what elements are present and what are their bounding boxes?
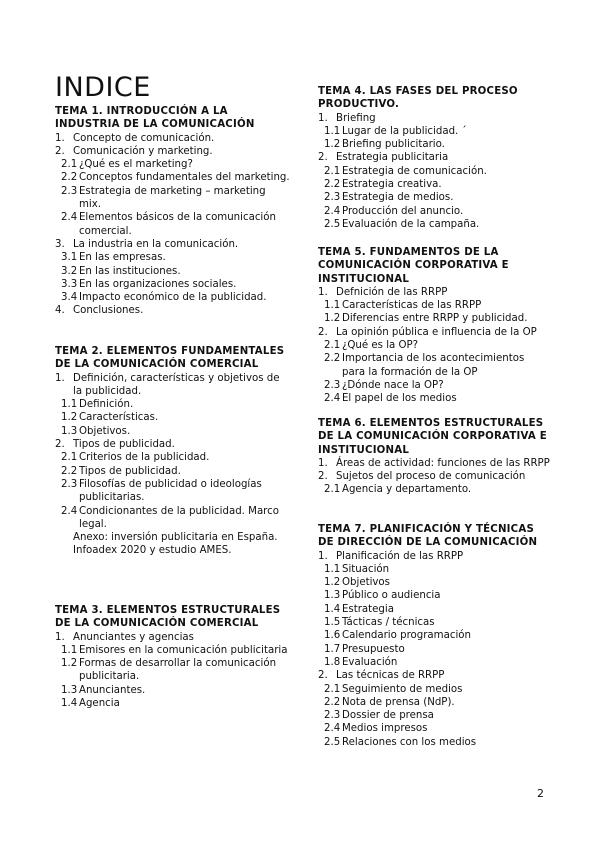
toc-item-text: Defnición de las RRPP	[336, 286, 448, 298]
toc-item-text: Agencia y departamento.	[342, 484, 472, 496]
toc-item	[318, 191, 550, 204]
toc-item	[318, 178, 550, 191]
toc-item	[55, 278, 290, 291]
section-heading: TEMA 3. ELEMENTOS ESTRUCTURALES DE LA COMUNICACIÓN COMERCIAL	[55, 605, 281, 630]
toc-item-number: 1.	[55, 132, 65, 144]
toc-item-number: 4.	[55, 305, 65, 317]
toc-section	[55, 105, 290, 318]
toc-item-number: 2.	[318, 152, 328, 164]
toc-item-text: Situación	[342, 563, 390, 575]
toc-item	[55, 644, 290, 657]
toc-item-text: Evaluación de la campaña.	[342, 218, 480, 230]
toc-item-number: 2.1	[324, 683, 341, 695]
toc-item	[55, 505, 290, 532]
toc-item-text: Características de las RRPP	[342, 300, 482, 312]
toc-item-number: 2.1	[61, 452, 78, 464]
toc-item-text: El papel de los medios	[342, 393, 457, 405]
toc-item	[318, 392, 550, 405]
toc-section	[318, 85, 550, 231]
toc-item-number: 1.3	[61, 684, 78, 696]
toc-item-text: Criterios de la publicidad.	[79, 452, 210, 464]
toc-item	[55, 631, 290, 644]
section-heading: TEMA 1. INTRODUCCIÓN A LA INDUSTRIA DE LA COMUNICACIÓN	[55, 106, 255, 131]
toc-item-text: Las técnicas de RRPP	[336, 670, 445, 682]
toc-item-text: Seguimiento de medios	[342, 683, 463, 695]
toc-item-text: Estrategia de comunicación.	[342, 165, 487, 177]
toc-item-number: 1.2	[324, 577, 341, 589]
toc-item-number: 1.4	[324, 603, 341, 615]
toc-item-number: 2.1	[61, 159, 78, 171]
toc-item	[318, 550, 550, 563]
toc-item-number: 2.2	[324, 179, 341, 191]
toc-item-number: 2.1	[324, 340, 341, 352]
toc-item-text: Evaluación	[342, 656, 398, 668]
toc-item	[318, 696, 550, 709]
toc-item-number: 2.2	[61, 465, 78, 477]
toc-item-text: Objetivos.	[79, 425, 131, 437]
toc-item-number: 1.5	[324, 617, 341, 629]
toc-item-number: 3.2	[61, 265, 78, 277]
toc-item-number: 1.4	[61, 698, 78, 710]
toc-item-text: Condicionantes de la publicidad. Marco legal.	[79, 505, 279, 530]
toc-item-number: 3.	[55, 238, 65, 250]
toc-item	[55, 132, 290, 145]
toc-item	[55, 372, 290, 399]
toc-item	[318, 722, 550, 735]
toc-item	[55, 438, 290, 451]
toc-item	[318, 457, 550, 470]
toc-item-number: 1.6	[324, 630, 341, 642]
toc-item-text: Diferencias entre RRPP y publicidad.	[342, 313, 528, 325]
toc-item-number: 1.3	[324, 590, 341, 602]
toc-item	[318, 299, 550, 312]
toc-item-text: Relaciones con los medios	[342, 736, 477, 748]
toc-item-text: Presupuesto	[342, 643, 405, 655]
toc-item	[55, 185, 290, 212]
toc-item	[318, 218, 550, 231]
toc-item	[55, 411, 290, 424]
toc-item-text: Briefing	[336, 112, 376, 124]
toc-item-text: Lugar de la publicidad. ´	[342, 125, 467, 137]
toc-item-number: 2.	[318, 471, 328, 483]
toc-item	[55, 478, 290, 505]
toc-item-number: 2.4	[61, 212, 78, 224]
toc-item-text: Anunciantes.	[79, 684, 146, 696]
toc-item	[318, 138, 550, 151]
toc-item-number: 2.3	[61, 478, 78, 490]
toc-item-text: ¿Dónde nace la OP?	[342, 379, 444, 391]
toc-item-text: Medios impresos	[342, 723, 428, 735]
toc-item-text: Conclusiones.	[73, 305, 144, 317]
toc-item-text: Estrategia de medios.	[342, 192, 454, 204]
toc-item-text: Nota de prensa (NdP).	[342, 696, 455, 708]
toc-item	[318, 483, 550, 496]
toc-item-number: 2.	[55, 145, 65, 157]
toc-item-text: La opinión pública e influencia de la OP	[336, 326, 537, 338]
toc-item-number: 2.1	[324, 484, 341, 496]
toc-item-number: 3.3	[61, 278, 78, 290]
toc-item-text: Briefing publicitario.	[342, 139, 445, 151]
toc-item-text: En las organizaciones sociales.	[79, 278, 237, 290]
toc-item-text: Dossier de prensa	[342, 710, 434, 722]
toc-item-text: Formas de desarrollar la comunicación publicitaria.	[79, 658, 277, 683]
toc-item-number: 2.4	[324, 393, 341, 405]
toc-item	[318, 709, 550, 722]
toc-item-text: Anunciantes y agencias	[73, 631, 194, 643]
toc-item	[318, 589, 550, 602]
toc-item	[318, 312, 550, 325]
toc-item-number: 1.	[55, 372, 65, 384]
toc-item-text: Definición, características y objetivos de la publicidad.	[73, 372, 280, 397]
toc-item	[55, 304, 290, 317]
toc-item-text: Estrategia publicitaria	[336, 152, 449, 164]
toc-item-text: Impacto económico de la publicidad.	[79, 292, 267, 304]
toc-section	[318, 246, 550, 406]
toc-item	[55, 684, 290, 697]
toc-item	[318, 205, 550, 218]
toc-item-text: Emisores en la comunicación publicitaria	[79, 644, 288, 656]
toc-item-number: 2.2	[324, 353, 341, 365]
toc-item	[318, 470, 550, 483]
toc-item-number: 2.5	[324, 218, 341, 230]
toc-item	[318, 286, 550, 299]
toc-item-text: ¿Qué es la OP?	[342, 340, 419, 352]
toc-item-text: ¿Qué es el marketing?	[79, 159, 193, 171]
toc-item-number: 1.	[55, 631, 65, 643]
toc-item-text: Producción del anuncio.	[342, 205, 464, 217]
toc-section	[55, 345, 290, 558]
toc-item-number: 1.2	[61, 658, 78, 670]
page-number: 2	[537, 787, 544, 800]
toc-item-number: 2.	[55, 439, 65, 451]
toc-item-number: 2.3	[61, 185, 78, 197]
toc-item-text: Estrategia de marketing – marketing mix.	[79, 185, 266, 211]
toc-item-number: 2.4	[61, 505, 78, 517]
toc-item	[318, 352, 550, 379]
toc-item-number: 1.1	[61, 644, 78, 656]
toc-section	[318, 523, 550, 749]
toc-item-text: Planificación de las RRPP	[336, 550, 464, 562]
toc-item	[318, 616, 550, 629]
toc-item	[318, 165, 550, 178]
toc-section	[55, 604, 290, 710]
toc-item-number: 2.	[318, 670, 328, 682]
section-heading: TEMA 6. ELEMENTOS ESTRUCTURALES DE LA COMUNICACIÓN CORPORATIVA E INSTITUCIONAL	[318, 418, 547, 456]
toc-item-number: 3.4	[61, 292, 78, 304]
toc-item	[318, 379, 550, 392]
toc-item	[55, 145, 290, 158]
toc-item-number: 1.2	[324, 313, 341, 325]
toc-item-number: 1.	[318, 286, 328, 298]
toc-item-text: Comunicación y marketing.	[73, 145, 213, 157]
toc-item	[318, 339, 550, 352]
toc-item	[55, 398, 290, 411]
section-heading: TEMA 7. PLANIFICACIÓN Y TÉCNICAS DE DIRECCIÓN DE LA COMUNICACIÓN	[318, 524, 538, 549]
toc-item	[318, 683, 550, 696]
toc-item-text: Definición.	[79, 399, 134, 411]
toc-item-number: 2.	[318, 326, 328, 338]
toc-item	[55, 425, 290, 438]
toc-item-text: Objetivos	[342, 577, 390, 589]
toc-item-text: Conceptos fundamentales del marketing.	[79, 172, 290, 184]
toc-item	[318, 151, 550, 164]
toc-item-number: 1.	[318, 550, 328, 562]
toc-item-text: Estrategia	[342, 603, 394, 615]
toc-item-text: Tácticas / técnicas	[342, 617, 435, 629]
toc-item-number: 1.3	[61, 425, 78, 437]
toc-item	[318, 563, 550, 576]
section-heading: TEMA 5. FUNDAMENTOS DE LA COMUNICACIÓN CORPORATIVA E INSTITUCIONAL	[318, 247, 509, 285]
toc-item-text: Calendario programación	[342, 630, 471, 642]
toc-section	[318, 417, 550, 497]
toc-item	[318, 656, 550, 669]
toc-item	[318, 669, 550, 682]
toc-item	[318, 629, 550, 642]
toc-item-text: Sujetos del proceso de comunicación	[336, 471, 526, 483]
toc-item-number: 1.8	[324, 656, 341, 668]
toc-item-number: 1.1	[324, 125, 341, 137]
toc-item-number: 1.1	[324, 300, 341, 312]
toc-item-text: Tipos de publicidad.	[79, 465, 181, 477]
toc-item	[318, 112, 550, 125]
toc-item	[318, 643, 550, 656]
toc-item-number: 2.5	[324, 736, 341, 748]
toc-item	[55, 657, 290, 684]
toc-item	[55, 211, 290, 238]
toc-item-text: Tipos de publicidad.	[73, 439, 175, 451]
toc-item	[318, 125, 550, 138]
toc-item-number: 1.2	[61, 412, 78, 424]
page-title: INDICE	[55, 72, 151, 103]
toc-item	[55, 465, 290, 478]
annex-note: Anexo: inversión publicitaria en España. Infoadex 2020 y estudio AMES.	[73, 532, 278, 557]
toc-item-number: 2.3	[324, 710, 341, 722]
toc-item	[55, 451, 290, 464]
toc-item-number: 2.3	[324, 192, 341, 204]
toc-item-text: Agencia	[79, 698, 120, 710]
toc-item	[55, 291, 290, 304]
toc-item	[55, 251, 290, 264]
toc-item-text: Filosofías de publicidad o ideologías publicitarias.	[79, 478, 262, 504]
section-heading: TEMA 4. LAS FASES DEL PROCESO PRODUCTIVO.	[318, 86, 518, 111]
toc-item-text: Concepto de comunicación.	[73, 132, 215, 144]
toc-item	[318, 603, 550, 616]
toc-item-text: Características.	[79, 412, 159, 424]
toc-item-number: 3.1	[61, 252, 78, 264]
toc-item-number: 2.4	[324, 723, 341, 735]
toc-item	[55, 265, 290, 278]
toc-item	[318, 576, 550, 589]
toc-item	[55, 171, 290, 184]
toc-item-text: En las empresas.	[79, 252, 166, 264]
toc-item-text: Público o audiencia	[342, 590, 441, 602]
toc-item-number: 1.7	[324, 643, 341, 655]
toc-item-text: Áreas de actividad: funciones de las RRPP	[336, 457, 550, 469]
toc-item-text: Estrategia creativa.	[342, 179, 442, 191]
toc-item-number: 2.1	[324, 165, 341, 177]
toc-item	[55, 238, 290, 251]
toc-item-text: Importancia de los acontecimientos para la formación de la OP	[342, 353, 525, 378]
toc-item-number: 1.1	[61, 399, 78, 411]
toc-item-text: Elementos básicos de la comunicación comercial.	[79, 212, 276, 237]
toc-item-number: 1.	[318, 112, 328, 124]
toc-item-number: 2.4	[324, 205, 341, 217]
section-heading: TEMA 2. ELEMENTOS FUNDAMENTALES DE LA COMUNICACIÓN COMERCIAL	[55, 346, 285, 371]
toc-item-number: 2.3	[324, 379, 341, 391]
toc-item	[55, 697, 290, 710]
toc-item-text: En las instituciones.	[79, 265, 181, 277]
toc-item	[318, 326, 550, 339]
toc-item-number: 1.	[318, 457, 328, 469]
toc-item-text: La industria en la comunicación.	[73, 238, 239, 250]
toc-item-number: 1.2	[324, 139, 341, 151]
toc-item	[55, 158, 290, 171]
toc-item-number: 2.2	[61, 172, 78, 184]
toc-item-number: 1.1	[324, 563, 341, 575]
toc-item-number: 2.2	[324, 696, 341, 708]
toc-item	[318, 736, 550, 749]
